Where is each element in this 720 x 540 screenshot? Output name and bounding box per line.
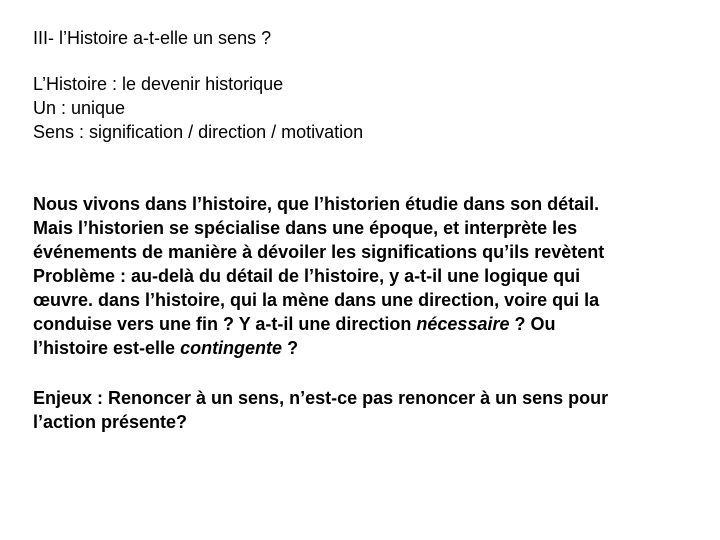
definitions-list — [33, 72, 363, 144]
paragraph-line: événements de manière à dévoiler les significations qu’ils revètent — [33, 242, 605, 262]
paragraph-line: œuvre. dans l’histoire, qui la mène dans une direction, voire qui la — [33, 290, 600, 310]
paragraph-text: l’histoire est-elle — [33, 338, 181, 358]
paragraph-line — [33, 336, 604, 360]
stakes-paragraph — [33, 386, 608, 434]
definition-sens: Sens : signification / direction / motivation — [33, 122, 364, 142]
paragraph-line: Mais l’historien se spécialise dans une époque, et interprète les — [33, 218, 578, 238]
slide-heading: III- l’Histoire a-t-elle un sens ? — [33, 28, 272, 48]
stakes-line: l’action présente? — [33, 412, 188, 432]
emphasis-contingente: contingente — [180, 338, 283, 358]
definition-un: Un : unique — [33, 98, 126, 118]
stakes-line: Enjeux : Renoncer à un sens, n’est-ce pas renoncer à un sens pour — [33, 388, 609, 408]
main-paragraph — [33, 192, 604, 360]
paragraph-line: Problème : au-delà du détail de l’histoire, y a-t-il une logique qui — [33, 266, 581, 286]
definition-histoire: L’Histoire : le devenir historique — [33, 74, 284, 94]
paragraph-line — [33, 312, 604, 336]
paragraph-text: ? Ou — [509, 314, 556, 334]
paragraph-text: ? — [282, 338, 299, 358]
paragraph-line: Nous vivons dans l’histoire, que l’historien étudie dans son détail. — [33, 194, 600, 214]
emphasis-necessaire: nécessaire — [416, 314, 510, 334]
paragraph-text: conduise vers une fin ? Y a-t-il une direction — [33, 314, 417, 334]
